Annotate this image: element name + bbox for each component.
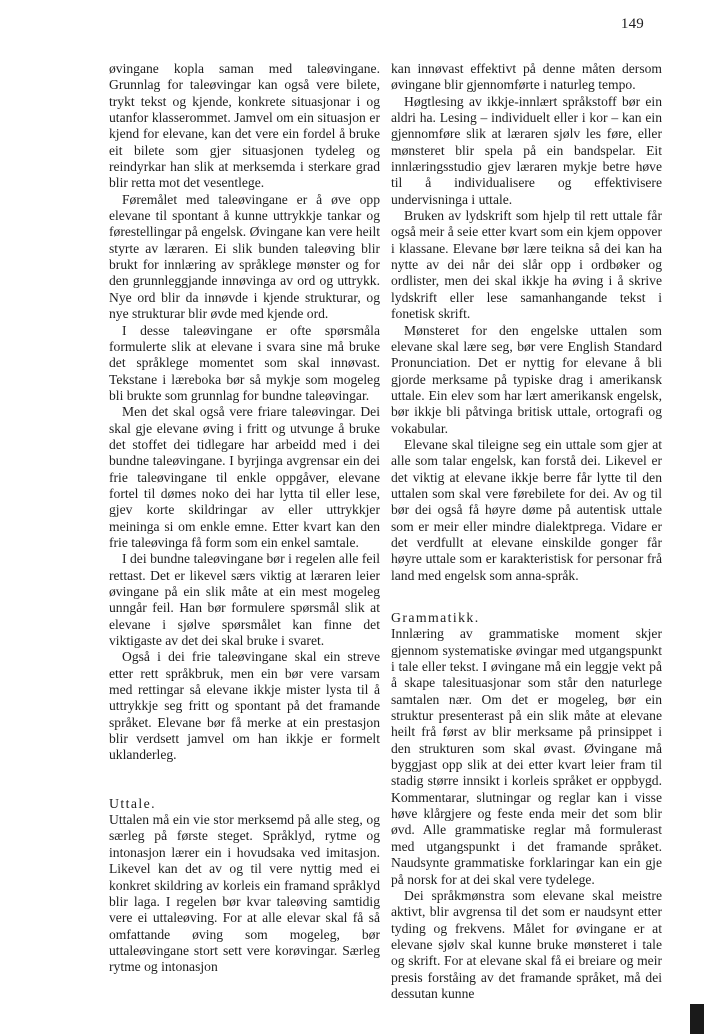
paragraph: Uttalen må ein vie stor merksemd på alle steg, og særleg på første steget. Språklyd, rytme og intonasjon lærer ein i hovudsaka ved imitasjon. Likevel kan det av og til vere nyttig med ei konkret skildring av korleis ein framand språklyd blir laga. I regelen bør kvar taleøving samtidig vere ei uttaleøving. For at alle elevar skal få så omfattande øving som mogeleg, bør uttaleøvingane stort sett vere korøvingar. Særleg rytme og intonasjon	[109, 812, 380, 975]
paragraph: Elevane skal tileigne seg ein uttale som gjer at alle som talar engelsk, kan forstå dei. Likevel er det viktig at elevane ikkje berre får lytte til den uttalen som skal vere førebilete for dei. Av og til bør dei også få høyre døme på autentisk uttale som er meir eller mindre dialektpregа. Vidare er det verdfullt at elevane einskilde gonger får høyre uttale som er karakteristisk for personar frå land med engelsk som anna-språk.	[391, 436, 662, 583]
scan-edge-mark	[690, 1004, 704, 1034]
paragraph: øvingane kopla saman med taleøvingane. Grunnlag for taleøvingar kan også vere bilete, trykt tekst og kjende, konkrete situasjonar i og utanfor klasserommet. Jamvel om ein situasjon er kjend for elevane, kan det vere ein fordel å bruke eit bilete som gjer situasjonen tydeleg og reindyrkar han slik at merksemda i sterkare grad blir retta mot det vesentlege.	[109, 61, 380, 191]
section-heading-grammatikk: Grammatikk.	[391, 610, 480, 625]
paragraph: Dei språkmønstra som elevane skal meistre aktivt, blir avgrensa til det som er naudsynt etter tyding og frekvens. Målet for øvingane er at elevane sjølv skal kunne bruke mønsteret i tale og skrift. For at elevane skal få ei breiare og meir presis forståing av det framande språket, må dei dessutan kunne	[391, 887, 662, 1001]
paragraph: Mønsteret for den engelske uttalen som elevane skal lære seg, bør vere English Standard Pronunciation. Det er nyttig for elevane å bli gjorde merksame på typiske drag i amerikansk uttale. Ein elev som har lært amerikansk engelsk, bør ikkje bli påtvinga britisk uttale, ortografi og vokabular.	[391, 322, 662, 436]
paragraph: I desse taleøvingane er ofte spørsmåla formulerte slik at elevane i svara sine må bruke det språklege momentet som skal innøvast. Tekstane i læreboka bør så mykje som mogeleg bli brukte som grunnlag for bundne taleøvingar.	[109, 322, 380, 403]
left-column	[109, 61, 380, 976]
paragraph: Høgtlesing av ikkje-innlært språkstoff bør ein aldri ha. Lesing – individuelt eller i kor – kan ein gjennomføre slik at læraren sjølv les føre, eller mønsteret blir spela på ein bandspelar. Eit innlæringsstudio gjev læraren mykje betre høve til å individualisere og effektivisere undervisninga i uttale.	[391, 93, 662, 207]
right-column	[391, 61, 662, 1002]
section-spacer	[109, 764, 380, 796]
paragraph: Men det skal også vere friare taleøvingar. Dei skal gje elevane øving i fritt og utvunge å bruke det stoffet dei tidlegare har arbeidd med i dei bundne taleøvingane. I byrjinga avgrensar ein dei frie taleøvingane til enkle oppgåver, elevane fortel til dømes noko dei har lytta til eller lese, gjev korte skildringar av eller uttrykkjer meininga si om enkle emne. Etter kvart kan den frie taleøvinga få form som ein enkel samtale.	[109, 404, 380, 550]
paragraph: kan innøvast effektivt på denne måten dersom øvingane blir gjennomførte i naturleg tempo.	[391, 61, 662, 93]
paragraph: Innlæring av grammatiske moment skjer gjennom systematiske øvingar med utgangspunkt i tale eller tekst. I øvingane må ein leggje vekt på å skape talesituasjonar som står den naturlege samtalen nær. Om det er mogeleg, bør ein struktur presenterast på ein slik måte at elevane heilt frå først av blir merksame på prinsippet i den strukturen som skal øvast. Øvingane må byggjast opp slik at dei etter kvart leier fram til stadig større innsikt i korleis språket er oppbygd. Kommentarar, slutningar og reglar kan i visse høve klårgjere og feste enda meir det som blir øvd. Alle grammatiske reglar må formulerast med utgangspunkt i det framande språket. Naudsynte grammatiske forklaringar kan ein gje på norsk for at dei skal vere tydelege.	[391, 626, 662, 887]
section-heading-uttale: Uttale.	[109, 795, 156, 811]
paragraph: Føremålet med taleøvingane er å øve opp elevane til spontant å kunne uttrykkje tankar og førestellingar på engelsk. Øvingane kan vere heilt styrte av læraren. Ei slik bunden taleøving blir brukt for innlæring av språklege mønster og for den grunnleggjande innøvinga av ord og uttrykk. Nye ord blir da innøvde i kjende strukturar, og nye strukturar blir øvde med kjende ord.	[109, 191, 380, 322]
page-number: 149	[620, 16, 644, 32]
paragraph: I dei bundne taleøvingane bør i regelen alle feil rettast. Det er likevel særs viktig at læraren leier øvingane på ein slik måte at ein mest mogeleg unngår feil. Han bør formulere spørsmål slik at elevane i sjølve spørsmålet kan finne det viktigaste av det dei skal bruke i svaret.	[109, 551, 380, 649]
paragraph: Også i dei frie taleøvingane skal ein streve etter rett språkbruk, men ein bør vere varsam med rettingar så elevane ikkje mister lysta til å uttrykkje seg fritt og spontant på det framande språket. Elevane bør få merke at ein prestasjon blir verdsett jamvel om han ikkje er formelt uklanderleg.	[109, 649, 380, 763]
paragraph: Bruken av lydskrift som hjelp til rett uttale får også meir å seie etter kvart som ein kjem oppover i klassane. Elevane bør lære teikna så dei kan ha nytte av dei når dei slår opp i ordbøker og ordlister, men dei skal ikkje ha øving i å skrive lydskrift eller lese samanhangande tekst i fonetisk skrift.	[391, 208, 662, 322]
section-spacer	[391, 584, 662, 610]
